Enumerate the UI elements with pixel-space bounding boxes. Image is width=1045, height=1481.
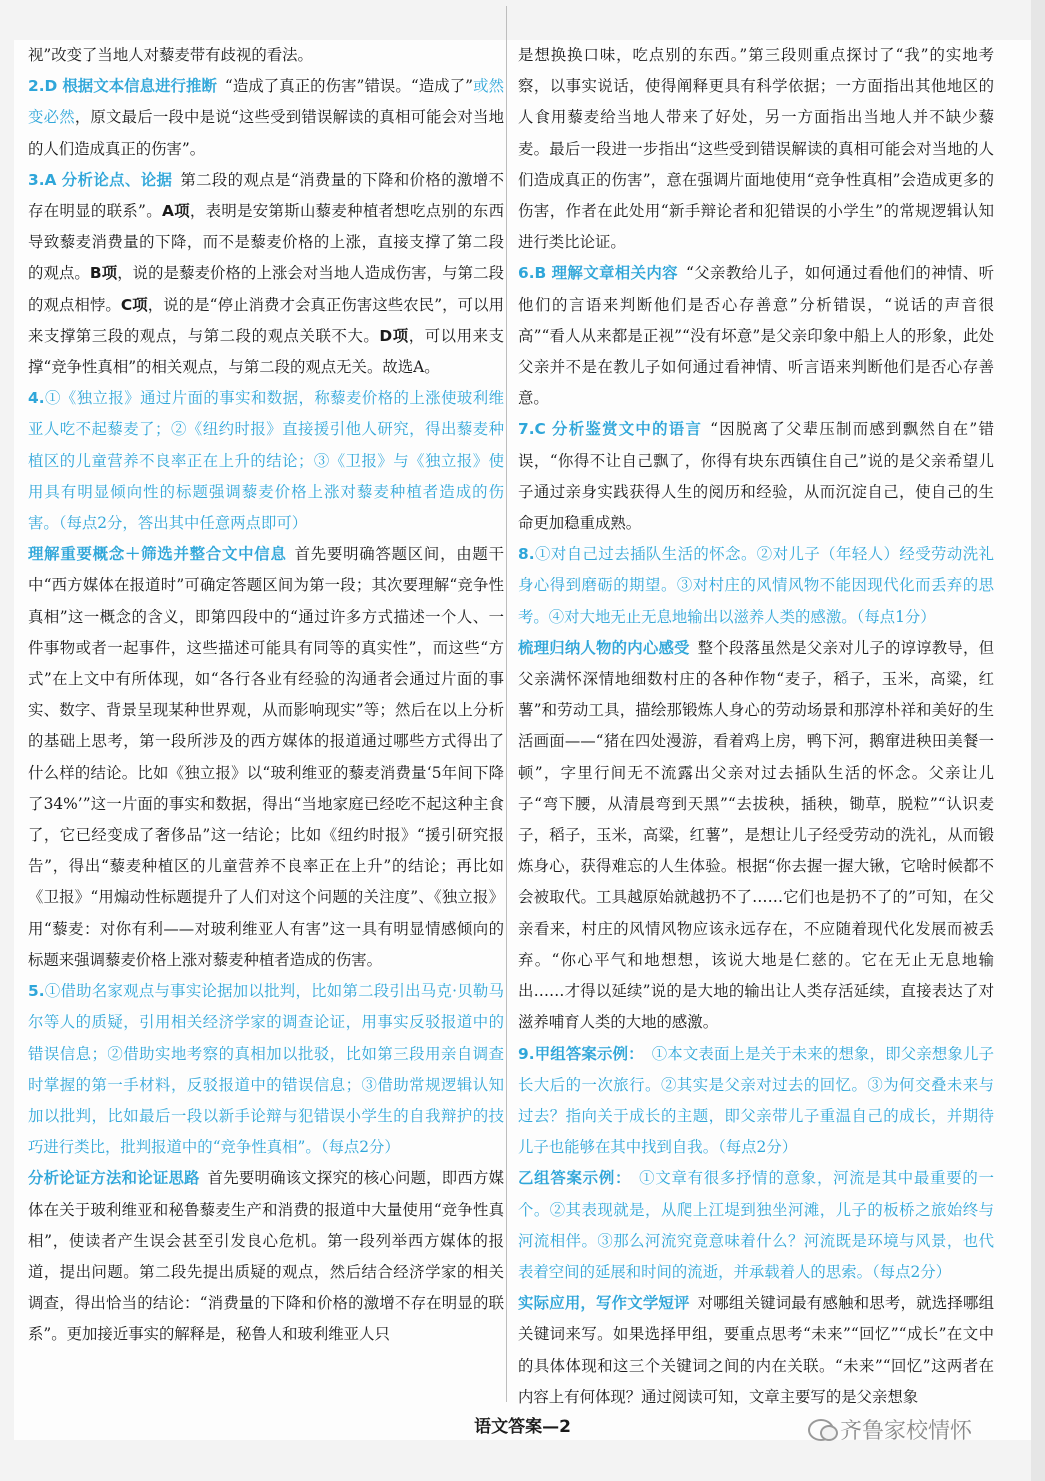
text: “因脱离了父辈压制而感到飘然自在”错误，“你得不让自己飘了，你得有块东西镇住自己”说的是父亲希望儿子通过亲身实践获得人生的阅历和经验，从而沉淀自己，使自己的生命更加稳重成熟。	[518, 420, 994, 533]
answer-page	[14, 40, 1031, 1440]
answer-6	[518, 258, 994, 414]
text: 整个段落虽然是父亲对儿子的谆谆教导，但父亲满怀深情地细数村庄的各种作物“麦子，稻子，玉米，高粱，红薯”和劳动工具，描绘那锻炼人身心的劳动场景和那淳朴祥和美好的生活画面——“猪在四处漫游，看着鸡上房，鸭下河，鹅窜进秧田美餐一顿”，字里行间无不流露出父亲对过去插队生活的怀念。父亲让儿子“弯下腰，从清晨弯到天黑”“去拔秧，插秧，锄草，脱粒”“认识麦子，稻子，玉米，高粱，红薯”，是想让儿子经受劳动的洗礼，从而锻炼身心，获得难忘的人生体验。根据“你去握一握大锹，它啥时候都不会被取代。工具越原始就越扔不了……它们也是扔不了的”可知，在父亲看来，村庄的风情风物应该永远存在，不应随着现代化发展而被丢弃。“你心平气和地想想，该说大地是仁慈的。它在无止无息地输出……才得以延续”说的是大地的输出让人类存活延续，直接表达了对滋养哺育人类的大地的感激。	[518, 638, 994, 1032]
text-highlight: 或然变必然	[28, 77, 504, 127]
answer-number: 3.A	[28, 170, 57, 189]
answer-tag: 分析鉴赏文中的语言	[552, 420, 703, 439]
text: ①借助名家观点与事实论据加以批判，比如第二段引出马克·贝勒马尔等人的质疑，引用相关经济学家的调查论证，用事实反驳报道中的错误信息；②借助实地考察的真相加以批驳，比如第三段用亲自调查时掌握的第一手材料，反驳报道中的错误信息；③借助常规逻辑认知加以批判，比如最后一段以新手论辩与犯错误小学生的自我辩护的技巧进行类比，批判报道中的“竞争性真相”。（每点2分）	[28, 982, 504, 1157]
paragraph-continued	[28, 40, 504, 71]
watermark	[808, 1414, 972, 1445]
answer-9	[518, 1039, 994, 1164]
option-label: B项	[89, 264, 118, 283]
answer-number: 7.C	[518, 420, 546, 439]
answer-5	[28, 976, 504, 1163]
answer-tag: 根据文本信息进行推断	[62, 77, 217, 96]
text: ①本文表面上是关于未来的想象，即父亲想象儿子长大后的一次旅行。②其实是父亲对过去的回忆。③为何交叠未来与过去？指向关于成长的主题，即父亲带儿子重温自己的成长，并期待儿子也能够在其中找到自我。（每点2分）	[518, 1044, 994, 1157]
analysis-4	[28, 539, 504, 976]
wechat-icon	[808, 1419, 834, 1441]
page-footer: 语文答案—2	[474, 1417, 571, 1437]
answer-number: 2.D	[28, 77, 58, 96]
answer-number: 5.	[28, 982, 45, 1001]
text: ，原文最后一段中是说“这些受到错误解读的真相可能会对当地的人们造成真正的伤害”。	[28, 108, 504, 158]
text: 首先要明确该文探究的核心问题，即西方媒体在关于玻利维亚和秘鲁藜麦生产和消费的报道中大量使用“竞争性真相”，使读者产生误会甚至引发良心危机。第一段列举西方媒体的报道，提出问题。第二段先提出质疑的观点，然后结合经济学家的相关调查，得出恰当的结论：“消费量的下降和价格的激增不存在明显的联系”。更加接近事实的解释是，秘鲁人和玻利维亚人只	[28, 1169, 504, 1344]
text: ，说的是“停止消费才会真正伤害这些农民”，可以用来支撑第三段的观点，与第二段的观点关联不大。	[28, 295, 504, 345]
answer-tag: 甲组答案示例：	[534, 1044, 644, 1063]
answer-7	[518, 414, 994, 539]
text: 首先要明确答题区间，由题干中“西方媒体在报道时”可确定答题区间为第一段；其次要理解“竞争性真相”这一概念的含义，即第四段中的“通过许多方式描述一个人、一件事物或者一起事件，这些描述可能具有同等的真实性”，而这些“方式”在上文中有所体现，如“各行各业有经验的沟通者会通过片面的事实、数字、背景呈现某种世界观，从而影响现实”等；然后在以上分析的基础上思考，第一段所涉及的西方媒体的报道通过哪些方式得出了什么样的结论。比如《独立报》以“玻利维亚的藜麦消费量‘5年间下降了34%’”这一片面的事实和数据，得出“当地家庭已经吃不起这种主食了，它已经变成了奢侈品”这一结论；比如《纽约时报》“援引研究报告”，得出“藜麦种植区的儿童营养不良率正在上升”的结论；再比如《卫报》“用煽动性标题提升了人们对这个问题的关注度”、《独立报》用“藜麦：对你有利——对玻利维亚人有害”这一具有明显情感倾向的标题来强调藜麦价格上涨对藜麦种植者造成的伤害。	[28, 545, 504, 969]
answer-tag: 分析论证方法和论证思路	[28, 1169, 200, 1188]
text: 第二段的观点是“消费量的下降和价格的激增不存在明显的联系”。	[28, 170, 504, 221]
text: ，可以用来支撑“竞争性真相”的相关观点，与第二段的观点无关。故选A。	[28, 326, 504, 377]
text: 视”改变了当地人对藜麦带有歧视的看法。	[28, 46, 313, 64]
page-edge-shadow	[1031, 0, 1045, 1481]
option-label: C项	[120, 295, 148, 314]
text: “父亲教给儿子，如何通过看他们的神情、听他们的言语来判断他们是否心存善意”分析错误，“说话的声音很高”“看人从来都是正视”“没有坏意”是父亲印象中船上人的形象，此处父亲并不是在教儿子如何通过看神情、听言语来判断他们是否心存善意。	[518, 264, 994, 408]
paragraph-continued	[518, 40, 994, 258]
text: 是想换换口味，吃点别的东西。”第三段则重点探讨了“我”的实地考察，以事实说话，使得阐释更具有科学依据；一方面指出其他地区的人食用藜麦给当地人带来了好处，另一方面指出当地人并不缺少藜麦。最后一段进一步指出“这些受到错误解读的真相可能会对当地的人们造成真正的伤害”，意在强调片面地使用“竞争性真相”会造成更多的伤害，作者在此处用“新手辩论者和犯错误的小学生”的常规逻辑认知进行类比论证。	[518, 46, 994, 252]
right-column	[518, 40, 994, 1413]
left-column	[28, 40, 504, 1351]
answer-3	[28, 165, 504, 383]
answer-number: 6.B	[518, 264, 547, 283]
answer-4	[28, 383, 504, 539]
answer-tag: 乙组答案示例：	[518, 1169, 632, 1188]
text: ，表明是安第斯山藜麦种植者想吃点别的东西导致藜麦消费量的下降，而不是藜麦价格的上涨，直接支撑了第二段的观点。	[28, 202, 504, 283]
text: ，说的是藜麦价格的上涨会对当地人造成伤害，与第二段的观点相悖。	[28, 264, 504, 314]
answer-tag: 实际应用，写作文学短评	[518, 1294, 690, 1313]
answer-2	[28, 71, 504, 165]
text: 对哪组关键词最有感触和思考，就选择哪组关键词来写。如果选择甲组，要重点思考“未来”“回忆”“成长”在文中的具体体现和这三个关键词之间的内在关联。“未来”“回忆”这两者在内容上有何体现？通过阅读可知，文章主要写的是父亲想象	[518, 1294, 994, 1406]
answer-tag: 理解重要概念＋筛选并整合文中信息	[28, 545, 287, 564]
answer-tag: 分析论点、论据	[61, 170, 173, 189]
option-label: A项	[161, 202, 190, 221]
answer-tag: 理解文章相关内容	[551, 264, 678, 283]
analysis-9	[518, 1288, 994, 1413]
option-label: D项	[379, 326, 409, 345]
analysis-5	[28, 1163, 504, 1350]
answer-8	[518, 539, 994, 633]
answer-9b	[518, 1163, 994, 1288]
answer-number: 9.	[518, 1044, 535, 1063]
text: ①《独立报》通过片面的事实和数据，称藜麦价格的上涨使玻利维亚人吃不起藜麦了；②《纽约时报》直接援引他人研究，得出藜麦种植区的儿童营养不良率正在上升的结论；③《卫报》与《独立报》使用具有明显倾向性的标题强调藜麦价格上涨对藜麦种植者造成的伤害。（每点2分，答出其中任意两点即可）	[28, 389, 504, 533]
watermark-text: 齐鲁家校情怀	[840, 1419, 973, 1444]
analysis-8	[518, 633, 994, 1039]
text: “造成了真正的伤害”错误。“造成了”	[224, 77, 474, 96]
text: ①对自己过去插队生活的怀念。②对儿子（年轻人）经受劳动洗礼身心得到磨砺的期望。③对村庄的风情风物不能因现代化而丢弃的思考。④对大地无止无息地输出以滋养人类的感激。（每点1分）	[518, 545, 994, 626]
answer-tag: 梳理归纳人物的内心感受	[518, 638, 690, 657]
column-divider	[506, 6, 507, 1402]
answer-number: 4.	[28, 389, 45, 408]
text: ①文章有很多抒情的意象，河流是其中最重要的一个。②其表现就是，从爬上江堤到独坐河滩，儿子的板桥之旅始终与河流相伴。③那么河流究竟意味着什么？河流既是环境与风景，也代表着空间的延展和时间的流逝，并承载着人的思索。（每点2分）	[518, 1169, 994, 1281]
answer-number: 8.	[518, 545, 535, 564]
